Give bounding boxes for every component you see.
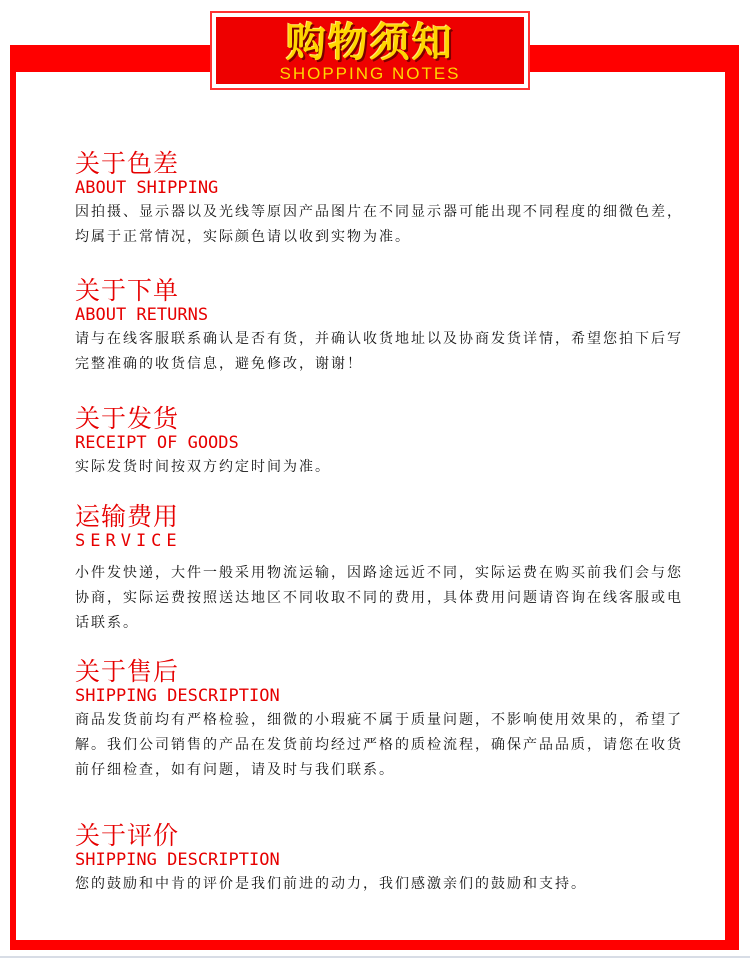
section-color-difference — [75, 150, 695, 250]
section-title: 关于色差 — [75, 149, 180, 178]
section-body: 因拍摄、显示器以及光线等原因产品图片在不同显示器可能出现不同程度的细微色差，均属于正常情况，实际颜色请以收到实物为准。 — [75, 204, 683, 245]
section-subtitle: ABOUT RETURNS — [75, 305, 209, 325]
section-body: 商品发货前均有严格检验，细微的小瑕疵不属于质量问题，不影响使用效果的，希望了解。我们公司销售的产品在发货前均经过严格的质检流程，确保产品品质，请您在收货前仔细检查，如有问题，请及时与我们联系。 — [75, 712, 683, 778]
section-subtitle: SERVICE — [75, 531, 182, 551]
section-body: 实际发货时间按双方约定时间为准。 — [75, 459, 331, 475]
section-subtitle: ABOUT SHIPPING — [75, 178, 219, 198]
header-title: 购物须知 — [286, 19, 454, 66]
section-title: 关于下单 — [75, 276, 180, 305]
section-body: 小件发快递，大件一般采用物流运输，因路途远近不同，实际运费在购买前我们会与您协商，实际运费按照送达地区不同收取不同的费用，具体费用问题请咨询在线客服或电话联系。 — [75, 565, 683, 631]
section-shipping — [75, 405, 695, 480]
section-subtitle: SHIPPING DESCRIPTION — [75, 850, 280, 870]
section-ordering — [75, 277, 695, 377]
section-title: 运输费用 — [75, 502, 180, 531]
section-after-sales — [75, 658, 695, 783]
section-title: 关于售后 — [75, 657, 180, 686]
header-subtitle: SHOPPING NOTES — [279, 64, 461, 83]
section-subtitle: SHIPPING DESCRIPTION — [75, 686, 280, 706]
section-title: 关于发货 — [75, 404, 180, 433]
bottom-divider — [0, 956, 750, 958]
section-freight-cost — [75, 503, 695, 636]
section-body: 您的鼓励和中肯的评价是我们前进的动力，我们感激亲们的鼓励和支持。 — [75, 876, 587, 892]
section-subtitle: RECEIPT OF GOODS — [75, 433, 239, 453]
section-title: 关于评价 — [75, 821, 180, 850]
section-body: 请与在线客服联系确认是否有货，并确认收货地址以及协商发货详情，希望您拍下后写完整准确的收货信息，避免修改，谢谢！ — [75, 331, 683, 372]
header-banner — [212, 13, 528, 88]
section-reviews — [75, 822, 695, 897]
